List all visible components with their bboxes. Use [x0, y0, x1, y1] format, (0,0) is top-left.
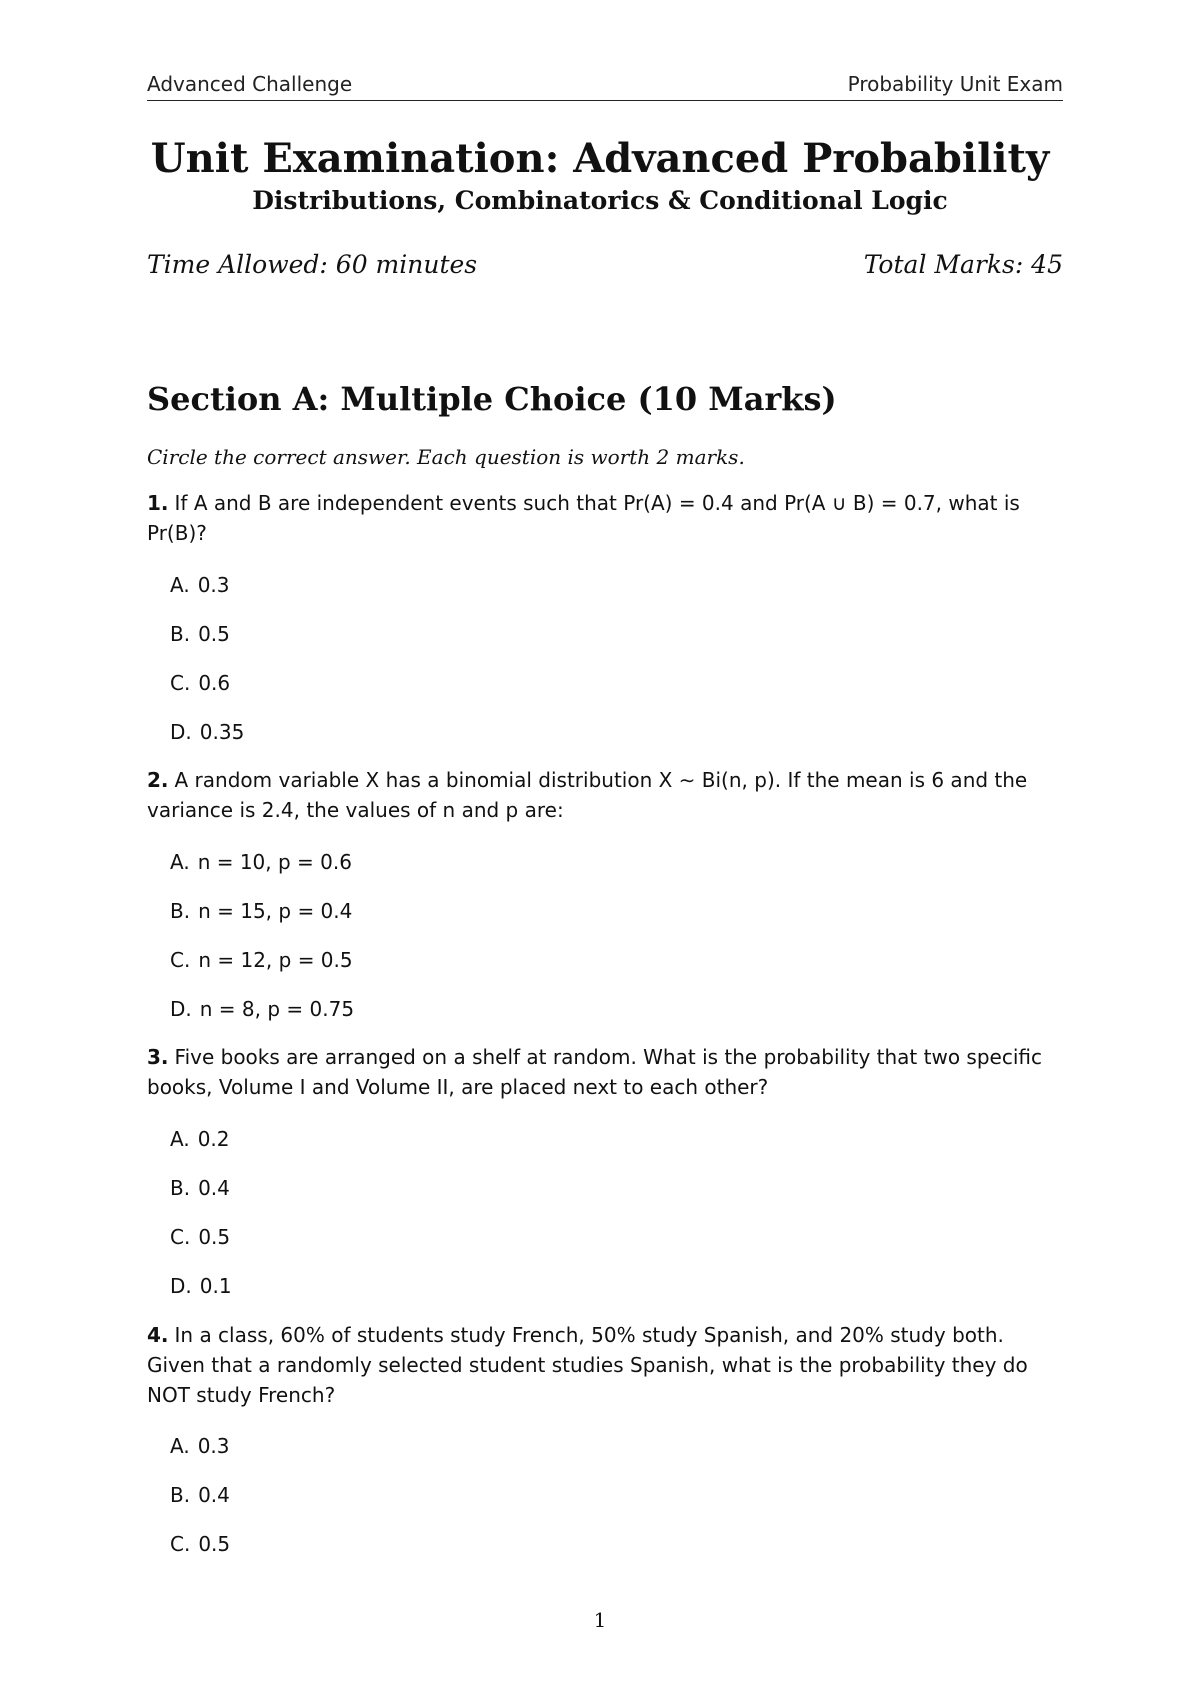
option-3c[interactable] — [170, 1224, 230, 1250]
option-letter: A. — [170, 1434, 190, 1458]
option-text: 0.35 — [199, 720, 245, 744]
option-text: n = 15, p = 0.4 — [198, 899, 353, 923]
option-text: 0.5 — [198, 1532, 231, 1556]
option-text: 0.5 — [198, 1225, 231, 1249]
option-3a[interactable] — [170, 1126, 230, 1152]
option-letter: B. — [170, 622, 191, 646]
option-text: 0.2 — [197, 1127, 230, 1151]
option-letter: C. — [170, 1225, 191, 1249]
section-title: Section A: Multiple Choice (10 Marks) — [147, 380, 837, 418]
page-header — [147, 68, 1063, 101]
option-letter: C. — [170, 948, 191, 972]
option-4a[interactable] — [170, 1433, 230, 1459]
option-1b[interactable] — [170, 621, 230, 647]
option-letter: B. — [170, 899, 191, 923]
time-allowed: Time Allowed: 60 minutes — [147, 250, 478, 279]
header-left: Advanced Challenge — [147, 72, 353, 96]
option-2c[interactable] — [170, 947, 353, 973]
option-letter: B. — [170, 1176, 191, 1200]
option-3d[interactable] — [170, 1273, 232, 1299]
option-text: 0.4 — [198, 1176, 230, 1200]
option-text: n = 8, p = 0.75 — [199, 997, 355, 1021]
question-text: A random variable X has a binomial distribution X ∼ Bi(n, p). If the mean is 6 and the variance is 2.4, the values of n and p are: — [147, 768, 1028, 822]
exam-title: Unit Examination: Advanced Probability — [150, 135, 1050, 182]
option-letter: D. — [170, 997, 192, 1021]
question-number: 4. — [147, 1323, 169, 1347]
option-letter: D. — [170, 720, 192, 744]
question-text: Five books are arranged on a shelf at random. What is the probability that two specific books, Volume I and Volume II, are placed next to each other? — [147, 1045, 1042, 1099]
option-4c[interactable] — [170, 1531, 230, 1557]
header-right: Probability Unit Exam — [847, 72, 1063, 96]
option-text: 0.5 — [198, 622, 230, 646]
page-number: 1 — [593, 1608, 607, 1632]
option-letter: A. — [170, 573, 190, 597]
question-text: If A and B are independent events such that Pr(A) = 0.4 and Pr(A ∪ B) = 0.7, what is Pr(B)? — [147, 491, 1020, 545]
option-1c[interactable] — [170, 670, 230, 696]
question-text: In a class, 60% of students study French, 50% study Spanish, and 20% study both. Given that a randomly selected student studies Spanish, what is the probability they do NOT study French? — [147, 1323, 1028, 1407]
question-1 — [147, 488, 1063, 548]
question-number: 1. — [147, 491, 169, 515]
exam-subtitle: Distributions, Combinatorics & Conditional Logic — [252, 186, 948, 215]
section-instructions: Circle the correct answer. Each question is worth 2 marks. — [147, 445, 745, 469]
option-letter: C. — [170, 1532, 191, 1556]
option-3b[interactable] — [170, 1175, 230, 1201]
option-letter: A. — [170, 850, 190, 874]
question-3 — [147, 1042, 1063, 1102]
option-text: 0.4 — [198, 1483, 230, 1507]
option-text: 0.3 — [197, 1434, 230, 1458]
option-letter: A. — [170, 1127, 190, 1151]
question-2 — [147, 765, 1063, 825]
option-letter: C. — [170, 671, 191, 695]
option-1d[interactable] — [170, 719, 244, 745]
option-text: 0.3 — [197, 573, 230, 597]
option-text: 0.1 — [199, 1274, 232, 1298]
total-marks: Total Marks: 45 — [863, 250, 1063, 279]
option-text: n = 10, p = 0.6 — [197, 850, 352, 874]
question-4 — [147, 1320, 1063, 1410]
option-letter: D. — [170, 1274, 192, 1298]
option-2b[interactable] — [170, 898, 352, 924]
option-letter: B. — [170, 1483, 191, 1507]
option-2d[interactable] — [170, 996, 354, 1022]
question-number: 2. — [147, 768, 169, 792]
option-2a[interactable] — [170, 849, 352, 875]
option-text: n = 12, p = 0.5 — [198, 948, 353, 972]
option-text: 0.6 — [198, 671, 231, 695]
option-4b[interactable] — [170, 1482, 230, 1508]
question-number: 3. — [147, 1045, 169, 1069]
option-1a[interactable] — [170, 572, 230, 598]
